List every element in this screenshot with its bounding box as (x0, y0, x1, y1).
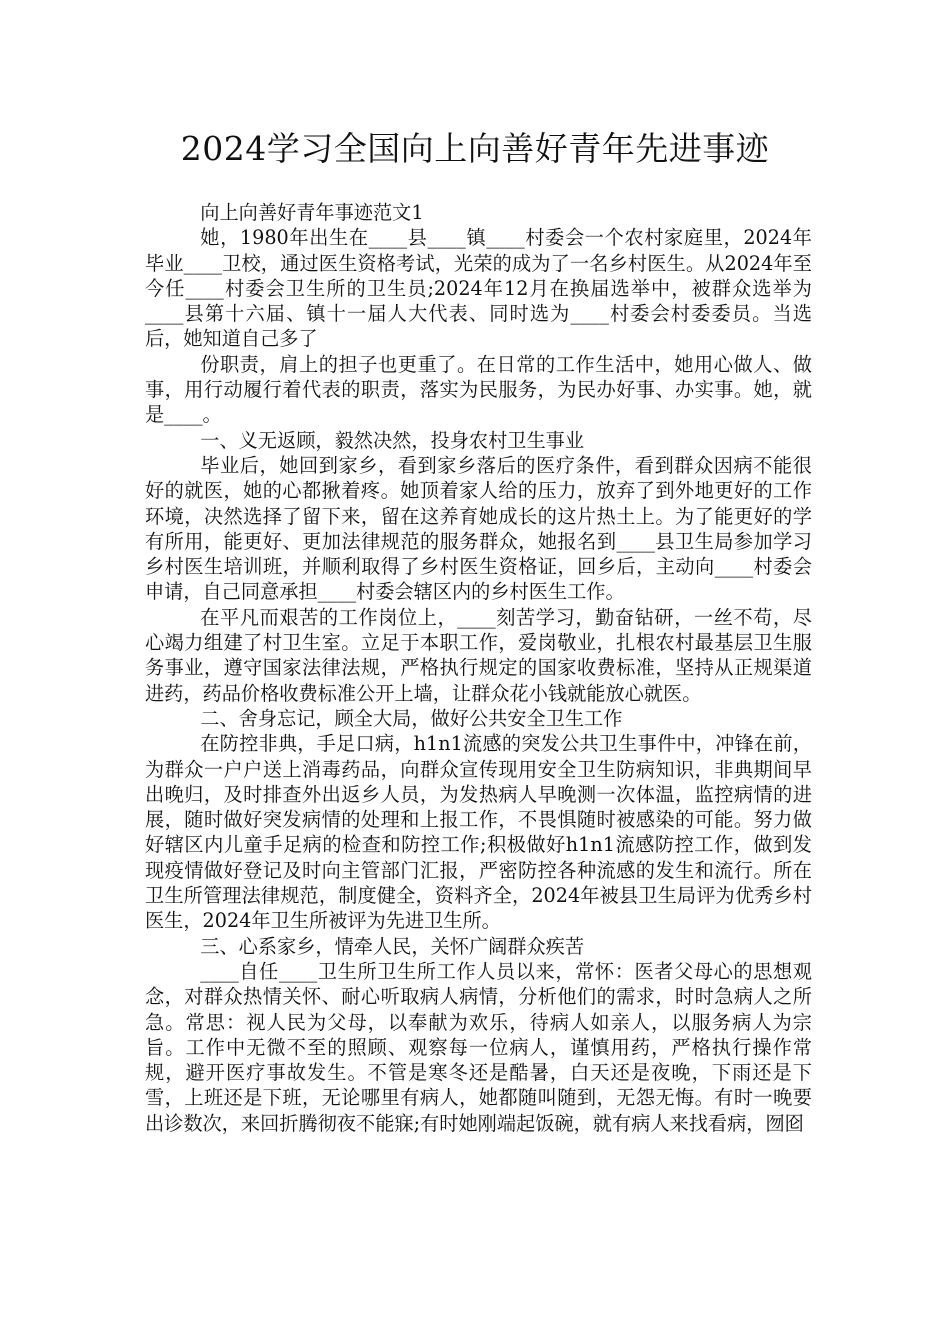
paragraph: 在平凡而艰苦的工作岗位上，____刻苦学习，勤奋钻研，一丝不苟，尽心竭力组建了村卫生室。立足于本职工作，爱岗敬业，扎根农村最基层卫生服务事业，遵守国家法律法规，严格执行规定的国家收费标准，坚持从正规渠道进药，药品价格收费标准公开上墙，让群众花小钱就能放心就医。 (145, 605, 812, 705)
section-heading: 一、义无返顾，毅然决然，投身农村卫生事业 (200, 428, 585, 452)
document-body (145, 200, 812, 1136)
subtitle: 向上向善好青年事迹范文1 (200, 201, 424, 224)
section-heading: 二、舍身忘记，顾全大局，做好公共安全卫生工作 (200, 706, 623, 730)
paragraph: 份职责，肩上的担子也更重了。在日常的工作生活中，她用心做人、做事，用行动履行着代表的职责，落实为民服务，为民办好事、办实事。她，就是____。 (145, 352, 812, 427)
paragraph: 她，1980年出生在____县____镇____村委会一个农村家庭里，2024年毕业____卫校，通过医生资格考试，光荣的成为了一名乡村医生。从2024年至今任____村委会卫生所的卫生员;2024年12月在换届选举中，被群众选举为____县第十六届、镇十一届人大代表、同时选为____村委会村委委员。当选后，她知道自己多了 (145, 226, 812, 351)
section-heading: 三、心系家乡，情牵人民，关怀广阔群众疾苦 (200, 934, 585, 958)
document-title: 2024学习全国向上向善好青年先进事迹 (180, 129, 770, 168)
paragraph: ____自任____卫生所卫生所工作人员以来，常怀：医者父母心的思想观念，对群众热情关怀、耐心听取病人病情，分析他们的需求，时时急病人之所急。常思：视人民为父母，以奉献为欢乐，待病人如亲人，以服务病人为宗旨。工作中无微不至的照顾、观察每一位病人，谨慎用药，严格执行操作常规，避开医疗事故发生。不管是寒冬还是酷暑，白天还是夜晚，下雨还是下雪，上班还是下班，无论哪里有病人，她都随叫随到，无怨无悔。有时一晚要出诊数次，来回折腾彻夜不能寐;有时她刚端起饭碗，就有病人来找看病，囫囵 (145, 959, 812, 1135)
paragraph: 毕业后，她回到家乡，看到家乡落后的医疗条件，看到群众因病不能很好的就医，她的心都揪着疼。她顶着家人给的压力，放弃了到外地更好的工作环境，决然选择了留下来，留在这养育她成长的这片热土上。为了能更好的学有所用，能更好、更加法律规范的服务群众，她报名到____县卫生局参加学习乡村医生培训班，并顺利取得了乡村医生资格证，回乡后，主动向____村委会申请，自己同意承担____村委会辖区内的乡村医生工作。 (145, 453, 812, 604)
paragraph: 在防控非典，手足口病，h1n1流感的突发公共卫生事件中，冲锋在前，为群众一户户送上消毒药品，向群众宣传现用安全卫生防病知识，非典期间早出晚归，及时排查外出返乡人员，为发热病人早晚测一次体温，监控病情的进展，随时做好突发病情的处理和上报工作，不畏惧随时被感染的可能。努力做好辖区内儿童手足病的检查和防控工作;积极做好h1n1流感防控工作，做到发现疫情做好登记及时向主管部门汇报，严密防控各种流感的发生和流行。所在卫生所管理法律规范，制度健全，资料齐全，2024年被县卫生局评为优秀乡村医生，2024年卫生所被评为先进卫生所。 (145, 732, 812, 933)
